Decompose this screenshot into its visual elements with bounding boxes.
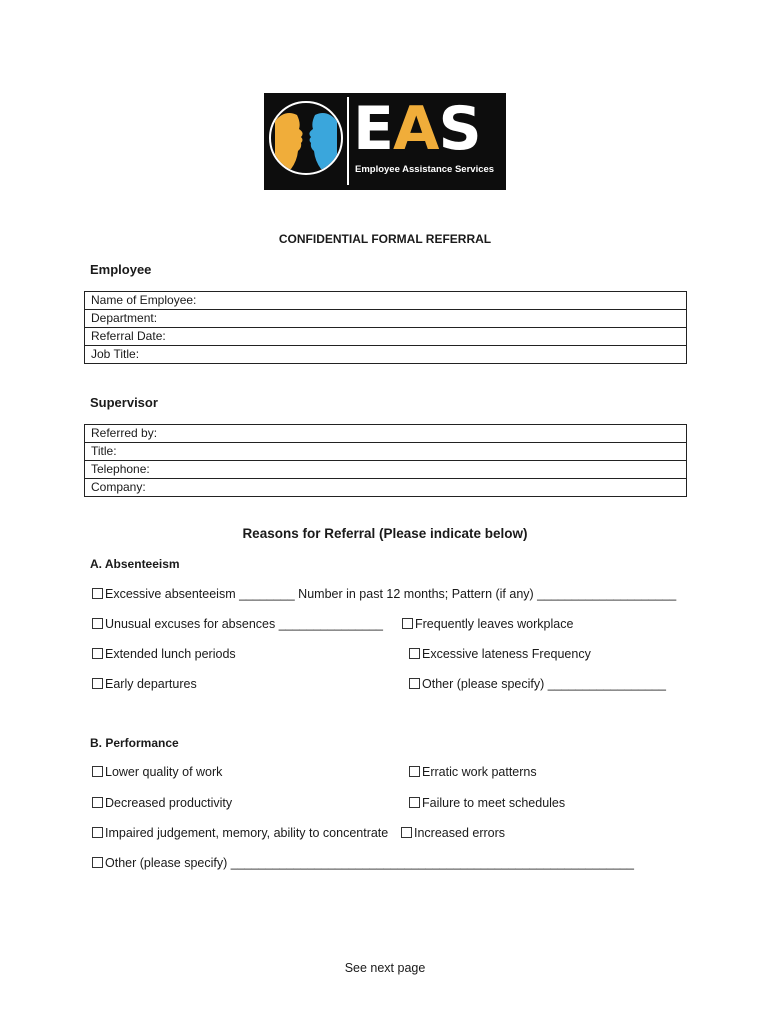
reasons-heading: Reasons for Referral (Please indicate below) (242, 526, 528, 541)
logo-letter-a: A (393, 94, 439, 164)
option-label: Lower quality of work (105, 765, 223, 779)
lower-quality-option[interactable] (92, 765, 222, 779)
excessive-lateness-option[interactable] (409, 647, 591, 661)
option-label: Decreased productivity (105, 796, 233, 810)
document-title: CONFIDENTIAL FORMAL REFERRAL (278, 232, 492, 246)
checkbox-icon[interactable] (92, 827, 103, 838)
checkbox-icon[interactable] (92, 766, 103, 777)
early-departures-option[interactable] (92, 677, 197, 691)
logo-letter-s: S (438, 94, 481, 164)
erratic-patterns-option[interactable] (409, 765, 537, 779)
performance-heading: B. Performance (90, 736, 179, 750)
supervisor-title-field[interactable]: Title: (85, 443, 687, 461)
impaired-judgement-option[interactable] (92, 826, 388, 840)
employee-name-field[interactable]: Name of Employee: (85, 292, 687, 310)
checkbox-icon[interactable] (92, 797, 103, 808)
option-label: Failure to meet schedules (422, 796, 566, 810)
decreased-productivity-option[interactable] (92, 796, 232, 810)
option-label: Unusual excuses for absences _______________ (105, 617, 383, 631)
option-label: Other (please specify) _________________ (422, 677, 666, 691)
see-next-page: See next page (344, 961, 426, 975)
option-label: Early departures (105, 677, 197, 691)
logo-tagline: Employee Assistance Services (355, 164, 495, 175)
checkbox-icon[interactable] (402, 618, 413, 629)
checkbox-icon[interactable] (92, 678, 103, 689)
logo-letters (353, 94, 481, 164)
option-label: Erratic work patterns (422, 765, 537, 779)
employee-department-field[interactable]: Department: (85, 310, 687, 328)
option-label: Frequently leaves workplace (415, 617, 574, 631)
eas-logo (264, 93, 506, 190)
supervisor-referred-by-field[interactable]: Referred by: (85, 425, 687, 443)
absenteeism-heading: A. Absenteeism (90, 557, 180, 571)
option-label: Excessive absenteeism ________ Number in past 12 months; Pattern (if any) ____________________ (105, 587, 677, 601)
supervisor-table (84, 424, 687, 497)
checkbox-icon[interactable] (92, 618, 103, 629)
failure-schedules-option[interactable] (409, 796, 565, 810)
checkbox-icon[interactable] (409, 797, 420, 808)
checkbox-icon[interactable] (92, 857, 103, 868)
option-label: Impaired judgement, memory, ability to concentrate (105, 826, 389, 840)
checkbox-icon[interactable] (409, 678, 420, 689)
checkbox-icon[interactable] (92, 648, 103, 659)
performance-other-option[interactable] (92, 856, 634, 870)
excessive-absenteeism-option[interactable] (92, 587, 676, 601)
logo-letter-e: E (353, 94, 393, 164)
option-label: Excessive lateness Frequency (422, 647, 591, 661)
supervisor-telephone-field[interactable]: Telephone: (85, 461, 687, 479)
option-label: Extended lunch periods (105, 647, 236, 661)
supervisor-company-field[interactable]: Company: (85, 479, 687, 497)
employee-referral-date-field[interactable]: Referral Date: (85, 328, 687, 346)
absenteeism-other-option[interactable] (409, 677, 666, 691)
option-label: Increased errors (414, 826, 506, 840)
logo-divider (347, 97, 349, 185)
extended-lunch-option[interactable] (92, 647, 236, 661)
faces-icon (269, 101, 343, 175)
unusual-excuses-option[interactable] (92, 617, 383, 631)
checkbox-icon[interactable] (409, 648, 420, 659)
increased-errors-option[interactable] (401, 826, 505, 840)
employee-heading: Employee (90, 262, 152, 277)
checkbox-icon[interactable] (409, 766, 420, 777)
option-label: Other (please specify) __________________________________________________________ (105, 856, 634, 870)
checkbox-icon[interactable] (92, 588, 103, 599)
employee-table (84, 291, 687, 364)
supervisor-heading: Supervisor (90, 395, 158, 410)
employee-job-title-field[interactable]: Job Title: (85, 346, 687, 364)
checkbox-icon[interactable] (401, 827, 412, 838)
frequently-leaves-option[interactable] (402, 617, 573, 631)
